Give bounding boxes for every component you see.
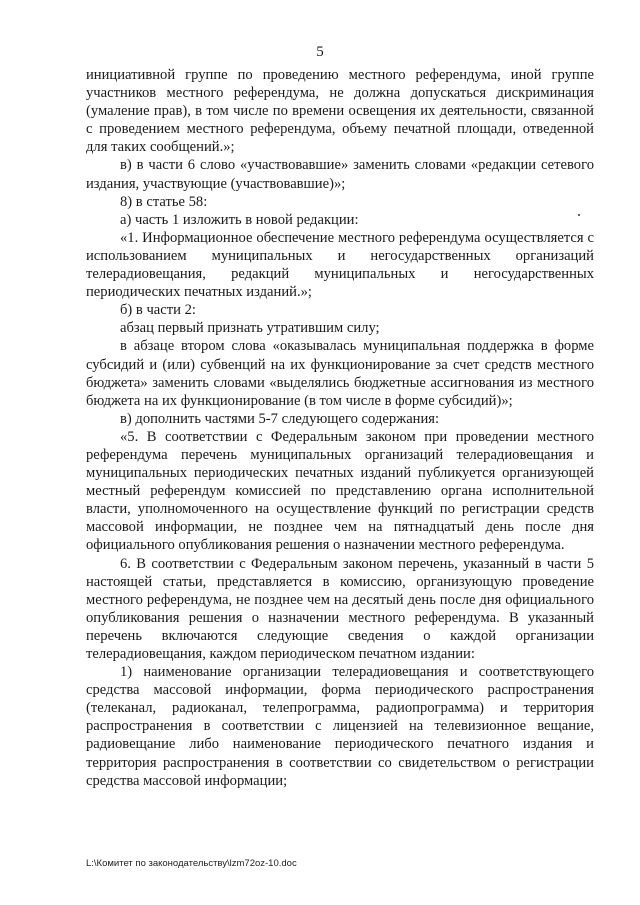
paragraph: в) в части 6 слово «участвовавшие» заменить словами «редакции сетевого издания, участвующие (участвовавшие)»; bbox=[86, 157, 594, 192]
paragraph: 6. В соответствии с Федеральным законом перечень, указанный в части 5 настоящей статьи, представляется в комиссию, организующую проведение местного референдума, не позднее чем на десятый день после дня официального опубликования решения о назначении местного референдума. В указанный перечень включаются следующие сведения о каждой организации телерадиовещания, каждом периодическом печатном издании: bbox=[86, 555, 594, 662]
paragraph: «1. Информационное обеспечение местного референдума осуществляется с использованием муниципальных и негосударственных организаций телерадиовещания, редакций муниципальных и негосударственных периодических печатных изданий.»; bbox=[86, 229, 594, 301]
document-body bbox=[86, 66, 594, 790]
paragraph: в абзаце втором слова «оказывалась муниципальная поддержка в форме субсидий и (или) субвенций на их функционирование за счет средств местного бюджета» заменить словами «выделялись бюджетные ассигнования из местного бюджета на их функционирование (в том числе в форме субсидий)»; bbox=[86, 338, 594, 409]
page-number: 5 bbox=[316, 44, 324, 60]
file-path-footer: L:\Комитет по законодательству\lzm72oz-10.doc bbox=[86, 858, 297, 869]
paragraph: абзац первый признать утратившим силу; bbox=[120, 320, 380, 337]
paragraph: «5. В соответствии с Федеральным законом при проведении местного референдума перечень муниципальных организаций телерадиовещания и муниципальных периодических печатных изданий публикуется организующей местный референдум комиссией по представлению органа исполнительной власти, уполномоченного на осуществление функций по регистрации средств массовой информации, не позднее чем на пятнадцатый день после дня официального опубликования решения о назначении местного референдума. bbox=[86, 428, 594, 554]
paragraph: б) в части 2: bbox=[120, 302, 196, 319]
paragraph: 8) в статье 58: bbox=[120, 193, 208, 210]
paragraph: 1) наименование организации телерадиовещания и соответствующего средства массовой информации, форма периодического распространения (телеканал, радиоканал, телепрограмма, радиопрограмма) и территория распространения в соответствии с лицензией на телевизионное вещание, радиовещание либо наименование периодического печатного издания и территория распространения в соответствии со свидетельством о регистрации средства массовой информации; bbox=[86, 664, 594, 789]
scan-speck bbox=[578, 214, 580, 216]
paragraph: инициативной группе по проведению местного референдума, иной группе участников местного референдума, не должна допускаться дискриминация (умаление прав), в том числе по времени освещения их деятельности, связанной с проведением местного референдума, объему печатной площади, отведенной для таких сообщений.»; bbox=[86, 67, 594, 156]
paragraph: в) дополнить частями 5-7 следующего содержания: bbox=[120, 410, 440, 427]
paragraph: а) часть 1 изложить в новой редакции: bbox=[120, 211, 359, 228]
